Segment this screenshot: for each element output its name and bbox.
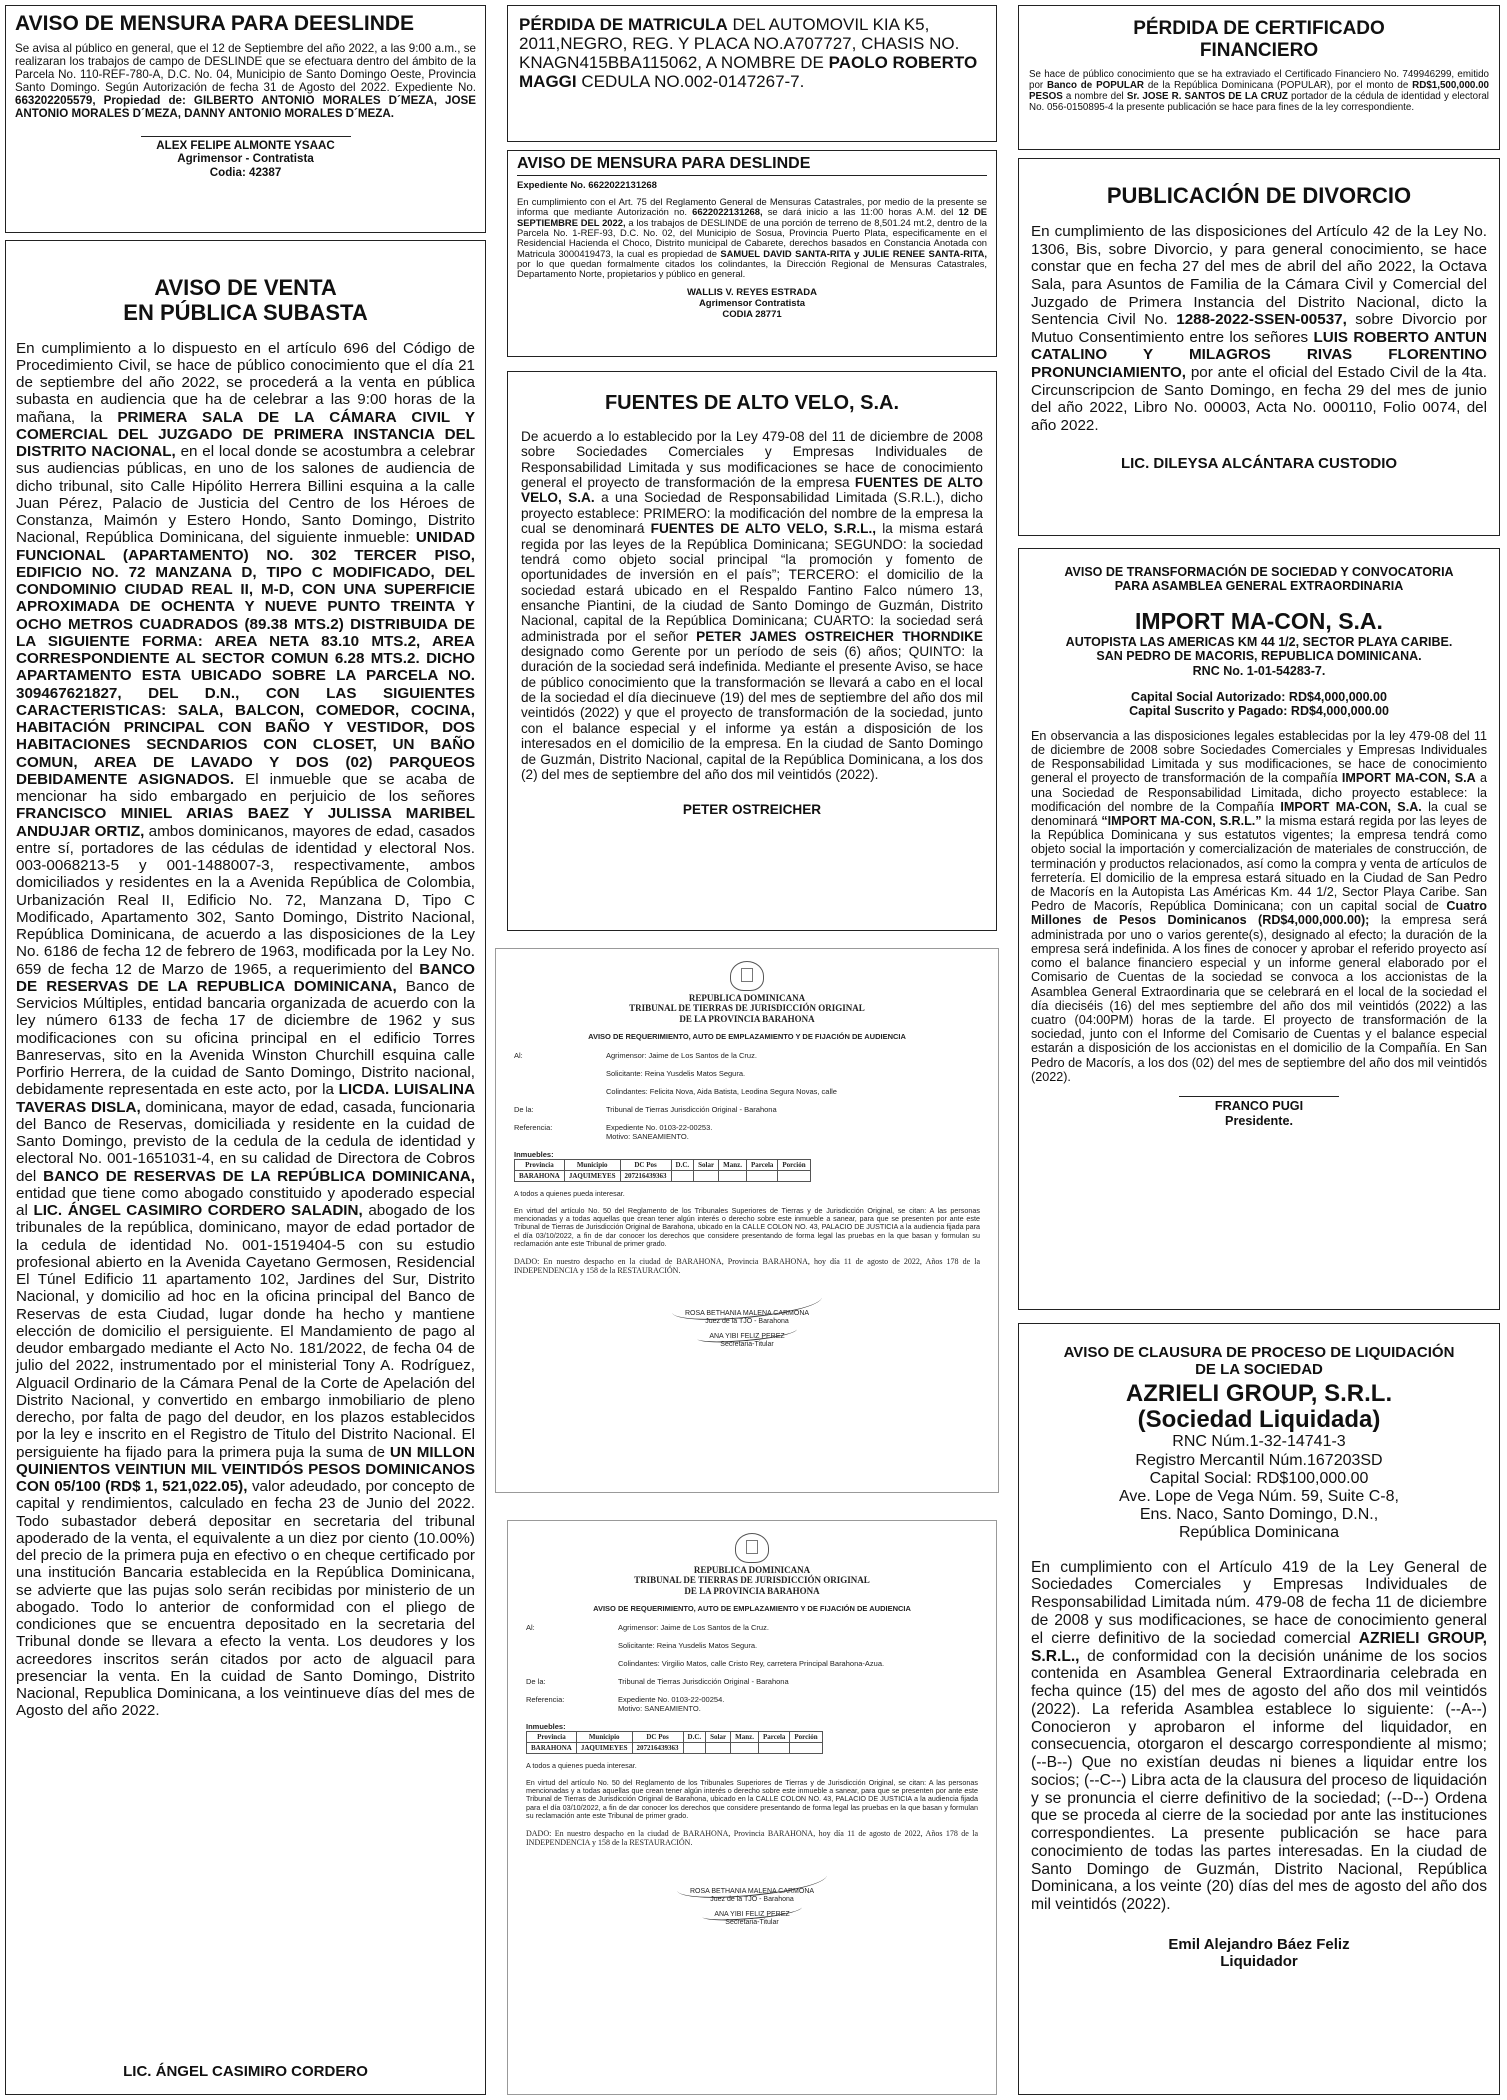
field-colindantes: Colindantes: Felicita Nova, Aida Batista, Leodina Segura Novas, calle	[606, 1087, 837, 1097]
field-solicitante: Solicitante: Reina Yusdelis Matos Segura.	[606, 1069, 746, 1079]
court-signatures	[496, 1292, 998, 1350]
court-dado: DADO: En nuestro despacho en la ciudad de BARAHONA, Provincia BARAHONA, hoy día 11 de agosto de 2022, Años 178 de la INDEPENDENCIA y 158 de la RESTAURACIÓN.	[526, 1828, 978, 1848]
court-todos: A todos a quienes pueda interesar.	[526, 1761, 637, 1771]
company-status: (Sociedad Liquidada)	[1137, 1405, 1381, 1433]
field-al: Al: Agrimensor: Jaime de Los Santos de la Cruz.	[514, 1051, 757, 1061]
signature-name: LIC. DILEYSA ALCÁNTARA CUSTODIO	[1120, 454, 1398, 472]
notice-publicacion-divorcio	[1018, 158, 1500, 536]
notice-title: PUBLICACIÓN DE DIVORCIO	[1106, 183, 1412, 208]
court-subheader: AVISO DE REQUERIMIENTO, AUTO DE EMPLAZAMIENTO Y DE FIJACIÓN DE AUDIENCIA	[593, 1604, 911, 1614]
inmuebles-label: Inmuebles:	[526, 1722, 566, 1732]
notice-azrieli-group	[1018, 1323, 1500, 2095]
notice-body: PÉRDIDA DE MATRICULA DEL AUTOMOVIL KIA K5, 2011,NEGRO, REG. Y PLACA NO.A707727, CHASIS NO. KNAGN415BBA115062, A NOMBRE DE PAOLO ROBERTO MAGGI CEDULA NO.002-0147267-7.	[519, 15, 978, 92]
court-todos: A todos a quienes pueda interesar.	[514, 1189, 625, 1199]
notice-venta-publica-subasta	[5, 240, 486, 2095]
field-colindantes: Colindantes: Virgilio Matos, calle Cristo Rey, carretera Principal Barahona-Azua.	[618, 1659, 885, 1669]
signature-line	[1179, 1096, 1339, 1097]
notice-title: FUENTES DE ALTO VELO, S.A.	[604, 392, 900, 414]
expediente: Expediente No. 6622022131268	[517, 180, 657, 191]
field-al: Al: Agrimensor: Jaime de Los Santos de la Cruz.	[526, 1623, 769, 1633]
court-notice-1	[495, 948, 999, 1493]
signature-block: Emil Alejandro Báez Feliz Liquidador	[1168, 1936, 1350, 1971]
court-header: REPUBLICA DOMINICANA TRIBUNAL DE TIERRAS DE JURISDICCIÓN ORIGINAL DE LA PROVINCIA BARAHONA	[634, 1565, 870, 1596]
table-header-row: Provincia Municipio DC Pos D.C. Solar Manz. Parcela Porción	[527, 1732, 823, 1743]
field-dela: De la: Tribunal de Tierras Jurisdicción Original - Barahona	[526, 1677, 789, 1687]
field-dela: De la: Tribunal de Tierras Jurisdicción Original - Barahona	[514, 1105, 777, 1115]
court-citation: En virtud del artículo No. 50 del Reglamento de los Tribunales Superiores de Tierras y de Jurisdicción Original, se citan: A las personas mencionadas y a todas aquellas que crean tener algún interés o derecho sobre este inmueble a sanear, para que se presenten por ante este Tribunal de Tierras de Jurisdicción Original de Barahona, ubicado en la CALLE COLON NO. 43, PALACIO DE JUSTICIA a la audiencia fijada para el día 03/10/2022, a fin de dar conocer los derechos que considere presentando de forma legal las pruebas en la que basan y formulan su reclamación ante este Tribunal de primer grado.	[526, 1777, 978, 1821]
field-referencia: Referencia: Expediente No. 0103-22-00254. Motivo: SANEAMIENTO.	[526, 1695, 725, 1714]
notice-mensura-deslinde	[507, 150, 997, 357]
signature-block: WALLIS V. REYES ESTRADA Agrimensor Contratista CODIA 28771	[686, 286, 818, 320]
notice-fuentes-alto-velo	[507, 371, 997, 931]
inmuebles-label: Inmuebles:	[514, 1150, 554, 1160]
signature-block: FRANCO PUGI Presidente.	[1214, 1099, 1304, 1128]
notice-body: De acuerdo a lo establecido por la Ley 479-08 del 11 de diciembre de 2008 sobre Sociedades Comerciales y Empresas Individuales de Responsabilidad Limitada y sus modificaciones se hace de conocimiento general el proyecto de transformación de la empresa FUENTES DE ALTO VELO, S.A. a una Sociedad de Responsabilidad Limitada (S.R.L.), dicho proyecto establece: PRIMERO: la modificación del nombre de la empresa la cual se denominará FUENTES DE ALTO VELO, S.R.L., la misma estará regida por las leyes de la República Dominicana; SEGUNDO: la sociedad tendrá como objeto social principal “la promoción y fomento de oportunidades de inversión en el país”; TERCERO: el domicilio de la sociedad estará ubicado en el Respaldo Fantino Falco número 13, ensanche Piantini, de la ciudad de Santo Domingo de Guzmán, Distrito Nacional, capital de la República Dominicana; CUARTO: la sociedad será administrada por el señor PETER JAMES OSTREICHER THORNDIKE designado como Gerente por un período de seis (6) años; QUINTO: la duración de la sociedad será indefinida. Mediante el presente Aviso, se hace de público conocimiento que la transformación se llevará a cabo en el local de la sociedad el día diecinueve (19) del mes de septiembre del año dos mil veintidós (2022) y que el proyecto de transformación de la sociedad, junto con el balance especial y el informe ya están a disposición de los interesados en el domicilio de la empresa. En la ciudad de Santo Domingo de Guzmán, Distrito Nacional, capital de la República Dominicana, a los dos (2) del mes de septiembre del año dos mil veintidós (2022).	[521, 429, 984, 782]
notice-perdida-certificado	[1018, 5, 1500, 150]
field-referencia: Referencia: Expediente No. 0103-22-00253. Motivo: SANEAMIENTO.	[514, 1123, 713, 1142]
notice-title: PÉRDIDA DE CERTIFICADO FINANCIERO	[1133, 18, 1385, 61]
table-header-row: Provincia Municipio DC Pos D.C. Solar Manz. Parcela Porción	[515, 1160, 811, 1171]
company-name: AZRIELI GROUP, S.R.L.	[1125, 1379, 1393, 1407]
inmuebles-table	[526, 1731, 823, 1754]
notice-body: Se avisa al público en general, que el 12 de Septiembre del año 2022, a las 9:00 a.m., se realizaran los trabajos de campo de DESLINDE que se efectuara dentro del ámbito de la Parcela No. 110-REF-780-A, D.C. No. 04, Municipio de Santo Domingo Oeste, Provincia Santo Domingo. Según Autorización de fecha 31 de Agosto del 2022. Expediente No. 663202205579, Propiedad de: GILBERTO ANTONIO MORALES D´MEZA, JOSE ANTONIO MORALES D´MEZA, DANNY ANTONIO MORALES D´MEZA.	[15, 42, 476, 120]
secretary-signature: ANA YIBI FELIZ PEREZ Secretaria-Titular	[714, 1910, 790, 1926]
court-subheader: AVISO DE REQUERIMIENTO, AUTO DE EMPLAZAMIENTO Y DE FIJACIÓN DE AUDIENCIA	[588, 1032, 906, 1042]
notice-body: En observancia a las disposiciones legales establecidas por la ley 479-08 del 11 de diciembre de 2008 sobre Sociedades Comerciales y Empresas Individuales de Responsabilidad Limitada y sus modificaciones, se hace de conocimiento general el proyecto de transformación de la compañía IMPORT MA-CON, S.A a una Sociedad de Responsabilidad Limitada, dicho proyecto establece: la modificación del nombre de la Compañía IMPORT MA-CON, S.A. la cual se denominará “IMPORT MA-CON, S.R.L.” la misma estará regida por las leyes de la República Dominicana y sus estatutos vigentes; la empresa tendrá como objeto social la importación y comercialización de materiales de construcción, de terminación y productos relacionados, así como la compra y venta de artículos de ferretería. El domicilio de la empresa estará situado en la Ciudad de San Pedro de Macorís en la Autopista Las Américas Km. 44 1/2, Sector Playa Caribe. San Pedro de Macorís, República Dominicana; con un capital social de Cuatro Millones de Pesos Dominicanos (RD$4,000,000.00); la empresa será administrada por uno o varios gerente(s), designado al efecto; la duración de la empresa será indefinida. A los fines de conocer y aprobar el referido proyecto así como el balance financiero especial y un informe general elaborado por el Comisario de Cuentas de la sociedad se convoca a los accionistas de la Asamblea General Extraordinaria que se celebrará en el local de la sociedad el día dieciséis (16) del mes septiembre del año dos mil veintidós (2022) a las cuatro (04:00PM) horas de la tarde. El proyecto de transformación de la sociedad, junto con el Informe del Comisario de Cuentas y el balance especial estarán a disposición de los accionistas en el domicilio de la Compañía. En San Pedro de Macorís, a los dos (02) del mes de septiembre del año dos mil veintidós (2022).	[1031, 728, 1488, 1084]
inmuebles-table	[514, 1159, 811, 1182]
notice-title: AVISO DE MENSURA PARA DEESLINDE	[15, 12, 415, 35]
border-matricula	[507, 5, 997, 142]
field-solicitante: Solicitante: Reina Yusdelis Matos Segura.	[618, 1641, 758, 1651]
notice-header: AVISO DE CLAUSURA DE PROCESO DE LIQUIDACIÓN DE LA SOCIEDAD	[1063, 1344, 1455, 1379]
notice-body: En cumplimiento con el Artículo 419 de la Ley General de Sociedades Comerciales y Empresas Individuales de Responsabilidad Limitada núm. 479-08 de fecha 11 de diciembre de 2008 y sus modificaciones, se hace de conocimiento general el cierre definitivo de la sociedad comercial AZRIELI GROUP, S.R.L., de conformidad con la decisión unánime de los socios contenida en Asamblea General Extraordinaria celebrada en fecha quince (15) del mes de agosto del año dos mil veintidós (2022). La referida Asamblea establece lo siguiente: (--A--) Conocieron y aprobaron el informe del liquidador, en consecuencia, otorgaron el descargo correspondiente al mismo; (--B--) Que no existían deudas ni bienes a liquidar entre los socios; (--C--) Libra acta de la clausura del proceso de liquidación y se pronuncia el cierre definitivo de la sociedad; (--D--) Ordena que se proceda al cierre de la sociedad por ante las instituciones correspondientes. La presente publicación se hace para conocimiento de todas las partes interesadas. En la ciudad de Santo Domingo de Guzmán, Distrito Nacional, República Dominicana, a los veinte (20) días del mes de agosto del año dos mil veintidós (2022).	[1031, 1558, 1487, 1914]
court-signatures	[508, 1870, 996, 1928]
company-capital: Capital Social Autorizado: RD$4,000,000.00 Capital Suscrito y Pagado: RD$4,000,000.00	[1129, 689, 1389, 719]
notice-body: Se hace de público conocimiento que se ha extraviado el Certificado Financiero No. 749946299, emitido por Banco de POPULAR de la República Dominicana (POPULAR), por el monto de RD$1,500,000.00 PESOS a nombre del Sr. JOSE R. SANTOS DE LA CRUZ portador de la cédula de identidad y electoral No. 056-0150895-4 la presente publicación se hace para fines de la ley correspondiente.	[1029, 68, 1489, 113]
table-row: BARAHONA JAQUIMEYES 207216439363	[515, 1171, 811, 1182]
notice-body: En cumplimiento a lo dispuesto en el artículo 696 del Código de Procedimiento Civil, se hace de público conocimiento que el día 21 de septiembre del año 2022, se procederá a la venta en pública subasta en audiencia que ha de celebrar a las 9:00 horas de la mañana, la PRIMERA SALA DE LA CÁMARA CIVIL Y COMERCIAL DEL JUZGADO DE PRIMERA INSTANCIA DEL DISTRITO NACIONAL, en el local donde se acostumbra a celebrar sus audiencias públicas, en uno de los salones de audiencia de dicho tribunal, sito Calle Hipólito Herrera Billini esquina a la calle Juan Pérez, Palacio de Justicia del Centro de los Héroes de Constanza, Maimón y Estero Hondo, Santo Domingo, Distrito Nacional, República Dominicana, del siguiente inmueble: UNIDAD FUNCIONAL (APARTAMENTO) NO. 302 TERCER PISO, EDIFICIO NO. 72 MANZANA D, TIPO C MODIFICADO, DEL CONDOMINIO CIUDAD REAL II, M-D, CON UNA SUPERFICIE APROXIMADA DE OCHENTA Y NUEVE PUNTO TREINTA Y OCHO METROS CUADRADOS (89.38 MTS.2) DISTRIBUIDA DE LA SIGUIENTE FORMA: AREA NETA 83.10 MTS.2, AREA CORRESPONDIENTE AL SECTOR COMUN 6.28 MTS.2. DICHO APARTAMENTO ESTA UBICADO SOBRE LA PARCELA NO. 309467621827, DEL D.N., CON LAS SIGUIENTES CARACTERISTICAS: SALA, BALCON, COMEDOR, COCINA, HABITACIÓN PRINCIPAL CON BAÑO Y VESTIDOR, DOS HABITACIONES SECNDARIOS CON CLOSET, UN BAÑO COMUN, AREA DE LAVADO Y DOS (02) PARQUEOS DEBIDAMENTE ASIGNADOS. El inmueble que se acaba de mencionar ha sido embargado en perjuicio de los señores FRANCISCO MINIEL ARIAS BAEZ Y JULISSA MARIBEL ANDUJAR ORTIZ, ambos dominicanos, mayores de edad, casados entre sí, portadores de las cédulas de identidad y electoral Nos. 003-0068213-5 y 001-1488007-3, respectivamente, ambos domiciliados y residentes en la a Avenida República de Colombia, Urbanización Real II, Edificio No. 72, Manzana D, Tipo C Modificado, Apartamento 302, Santo Domingo, Distrito Nacional, República Dominicana, de acuerdo a las disposiciones de la Ley No. 6186 de fecha 12 de febrero de 1963, modificada por la Ley No. 659 de fecha 12 de Marzo de 1965, a requerimiento del BANCO DE RESERVAS DE LA REPUBLICA DOMINICANA, Banco de Servicios Múltiples, entidad bancaria organizada de acuerdo con la ley número 6133 de fecha 17 de diciembre de 1962 y sus modificaciones con su oficina principal en el edificio Torres Banreservas, sito en la Avenida Winston Churchill esquina calle Porfirio Herrera, de la cuidad de Santo Domingo, Distrito nacional, debidamente representada en este acto, por la LICDA. LUISALINA TAVERAS DISLA, dominicana, mayor de edad, casada, funcionaria del Banco de Reservas, domiciliada y residente en la cuidad de Santo Domingo, previsto de la cedula de la cedula de identidad y electoral No. 001-1651031-4, en su calidad de Directora de Cobros del BANCO DE RESERVAS DE LA REPÚBLICA DOMINICANA, entidad que tiene como abogado constituido y apoderado especial al LIC. ÁNGEL CASIMIRO CORDERO SALADIN, abogado de los tribunales de la república, dominicano, mayor de edad portador de la cedula de identidad No. 001-1519404-5 con su estudio profesional abierto en la Avenida Cayetano Germosen, Residencial El Túnel Edificio 11 apartamento 102, Jardines del Sur, Distrito Nacional, y domicilio ad hoc en la oficina principal del Banco de Reservas de esta Ciudad, lugar donde ha hecho y mantiene elección de domicilio el persiguiente. El Mandamiento de pago al deudor embargado mediante el Acto No. 181/2022, de fecha 04 de julio del 2022, instrumentado por el ministerial Tony A. Rodríguez, Alguacil Ordinario de la Cámara Penal de la Corte de Apelación del Distrito Nacional, y convertido en embargo inmobiliario de pleno derecho, por falta de pago del deudor, en los plazos establecidos por la ley e inscrito en el Registro de Titulo del Distrito Nacional. El persiguiente ha fijado para la primera puja la suma de UN MILLON QUINIENTOS VEINTIUN MIL VEINTIDÓS PESOS DOMINICANOS CON 05/100 (RD$ 1, 521,022.05), valor adeudado, por concepto de capital y rendimientos, calculado en fecha 23 de Junio del 2022. Todo subastador deberá depositar en secretaria del tribunal apoderado de la venta, el equivalente a un diez por ciento (10.00%) del precio de la primera puja en efectivo o en cheque certificado por una institución Bancaria establecida en la República Dominicana, se advierte que las pujas solo serán recibidas por ministerio de un abogado. Todo lo anterior de conformidad con el pliego de condiciones que se encuentra depositado en la secretaria del Tribunal donde se llevara a efecto la venta. Los deudores y los acreedores inscritos serán citados por acto de alguacil para presenciar la venta. En la cuidad de Santo Domingo, Distrito Nacional, Republica Dominicana, a los veintinueve días del mes de Agosto del año 2022.	[16, 339, 475, 1720]
coat-of-arms-icon	[735, 1533, 769, 1563]
signature-name: LIC. ÁNGEL CASIMIRO CORDERO	[123, 2062, 368, 2080]
notice-header: AVISO DE TRANSFORMACIÓN DE SOCIEDAD Y CONVOCATORIA PARA ASAMBLEA GENERAL EXTRAORDINARIA	[1064, 565, 1454, 594]
table-row: BARAHONA JAQUIMEYES 207216439363	[527, 1743, 823, 1754]
judge-signature: ROSA BETHANIA MALENA CARMONA Juez de la TJO - Barahona	[689, 1887, 815, 1904]
coat-of-arms-icon	[730, 961, 764, 991]
signature-name: PETER OSTREICHER	[682, 802, 822, 818]
signature-line	[141, 136, 351, 137]
notice-body: En cumplimiento de las disposiciones del Artículo 42 de la Ley No. 1306, Bis, sobre Divorcio, y para general conocimiento, se hace constar que en fecha 27 del mes de abril del año 2022, la Octava Sala, para Asuntos de Familia de la Cámara Civil y Comercial del Juzgado de Primera Instancia del Distrito Nacional, dicto la Sentencia Civil No. 1288-2022-SSEN-00537, sobre Divorcio por Mutuo Consentimiento entre los señores LUIS ROBERTO ANTUN CATALINO Y MILAGROS RIVAS FLORENTINO PRONUNCIAMIENTO, por ante el oficial del Estado Civil de la 4ta. Circunscripcion de Santo Domingo, en fecha 29 del mes de junio del año 2022, Libro No. 00003, Acta No. 000110, Folio 0074, del año 2022.	[1031, 223, 1487, 434]
notice-body: En cumplimiento con el Art. 75 del Reglamento General de Mensuras Catastrales, por medio de la presente se informa que mediante Autorización no. 6622022131268, se dará inicio a las 11:00 horas A.M. del 12 DE SEPTIEMBRE DEL 2022, a los trabajos de DESLINDE de una porción de terreno de 8,501.24 mt.2, dentro de la Parcela No. 1-REF-93, D.C. No. 02, del Municipio de Sosua, Provincia Puerto Plata, especificamente en el Residencial Hacienda el Choco, Distrito municipal de Cabarete, derechos basados en Constancia Anotada con Matricula 3000419473, la cual es propiedad de SAMUEL DAVID SANTA-RITA y JULIE RENEE SANTA-RITA, por lo que quedan formalmente citados los colindantes, la Dirección Regional de Mensuras Catastrales, Departamento Norte, propietarios y público en general.	[517, 196, 988, 280]
company-address: AUTOPISTA LAS AMERICAS KM 44 1/2, SECTOR PLAYA CARIBE. SAN PEDRO DE MACORIS, REPUBLICA DOMINICANA. RNC No. 1-01-54283-7.	[1065, 634, 1453, 678]
judge-signature: ROSA BETHANIA MALENA CARMONA Juez de la TJO - Barahona	[684, 1309, 810, 1326]
secretary-signature: ANA YIBI FELIZ PEREZ Secretaria-Titular	[709, 1332, 785, 1348]
notice-mensura-deeslinde	[5, 5, 486, 233]
signature-block: ALEX FELIPE ALMONTE YSAAC Agrimensor - Contratista Codia: 42387	[156, 138, 335, 179]
notice-import-macon	[1018, 548, 1500, 1310]
court-notice-2	[507, 1520, 997, 2095]
company-details: RNC Núm.1-32-14741-3 Registro Mercantil Núm.167203SD Capital Social: RD$100,000.00 Ave. Lope de Vega Núm. 59, Suite C-8, Ens. Naco, Santo Domingo, D.N., República Dominicana	[1119, 1433, 1399, 1542]
court-citation: En virtud del artículo No. 50 del Reglamento de los Tribunales Superiores de Tierras y de Jurisdicción Original, se citan: A las personas mencionadas y a todas aquellas que crean tener algún interés o derecho sobre este inmueble a sanear, para que se presenten por ante este Tribunal de Tierras de Jurisdicción Original de Barahona, ubicado en la CALLE COLON NO. 43, PALACIO DE JUSTICIA a la audiencia fijada para el día 03/10/2022, a fin de dar conocer los derechos que considere presentando de forma legal las pruebas en la que basan y formulan su reclamación ante este Tribunal de primer grado.	[514, 1205, 980, 1249]
notice-title: AVISO DE MENSURA PARA DESLINDE	[517, 155, 987, 176]
court-dado: DADO: En nuestro despacho en la ciudad de BARAHONA, Provincia BARAHONA, hoy día 11 de agosto de 2022, Años 178 de la INDEPENDENCIA y 158 de la RESTAURACIÓN.	[514, 1256, 980, 1276]
court-header: REPUBLICA DOMINICANA TRIBUNAL DE TIERRAS DE JURISDICCIÓN ORIGINAL DE LA PROVINCIA BARAHONA	[629, 993, 865, 1024]
notice-title: AVISO DE VENTA EN PÚBLICA SUBASTA	[123, 275, 368, 326]
company-name: IMPORT MA-CON, S.A.	[1135, 607, 1383, 634]
